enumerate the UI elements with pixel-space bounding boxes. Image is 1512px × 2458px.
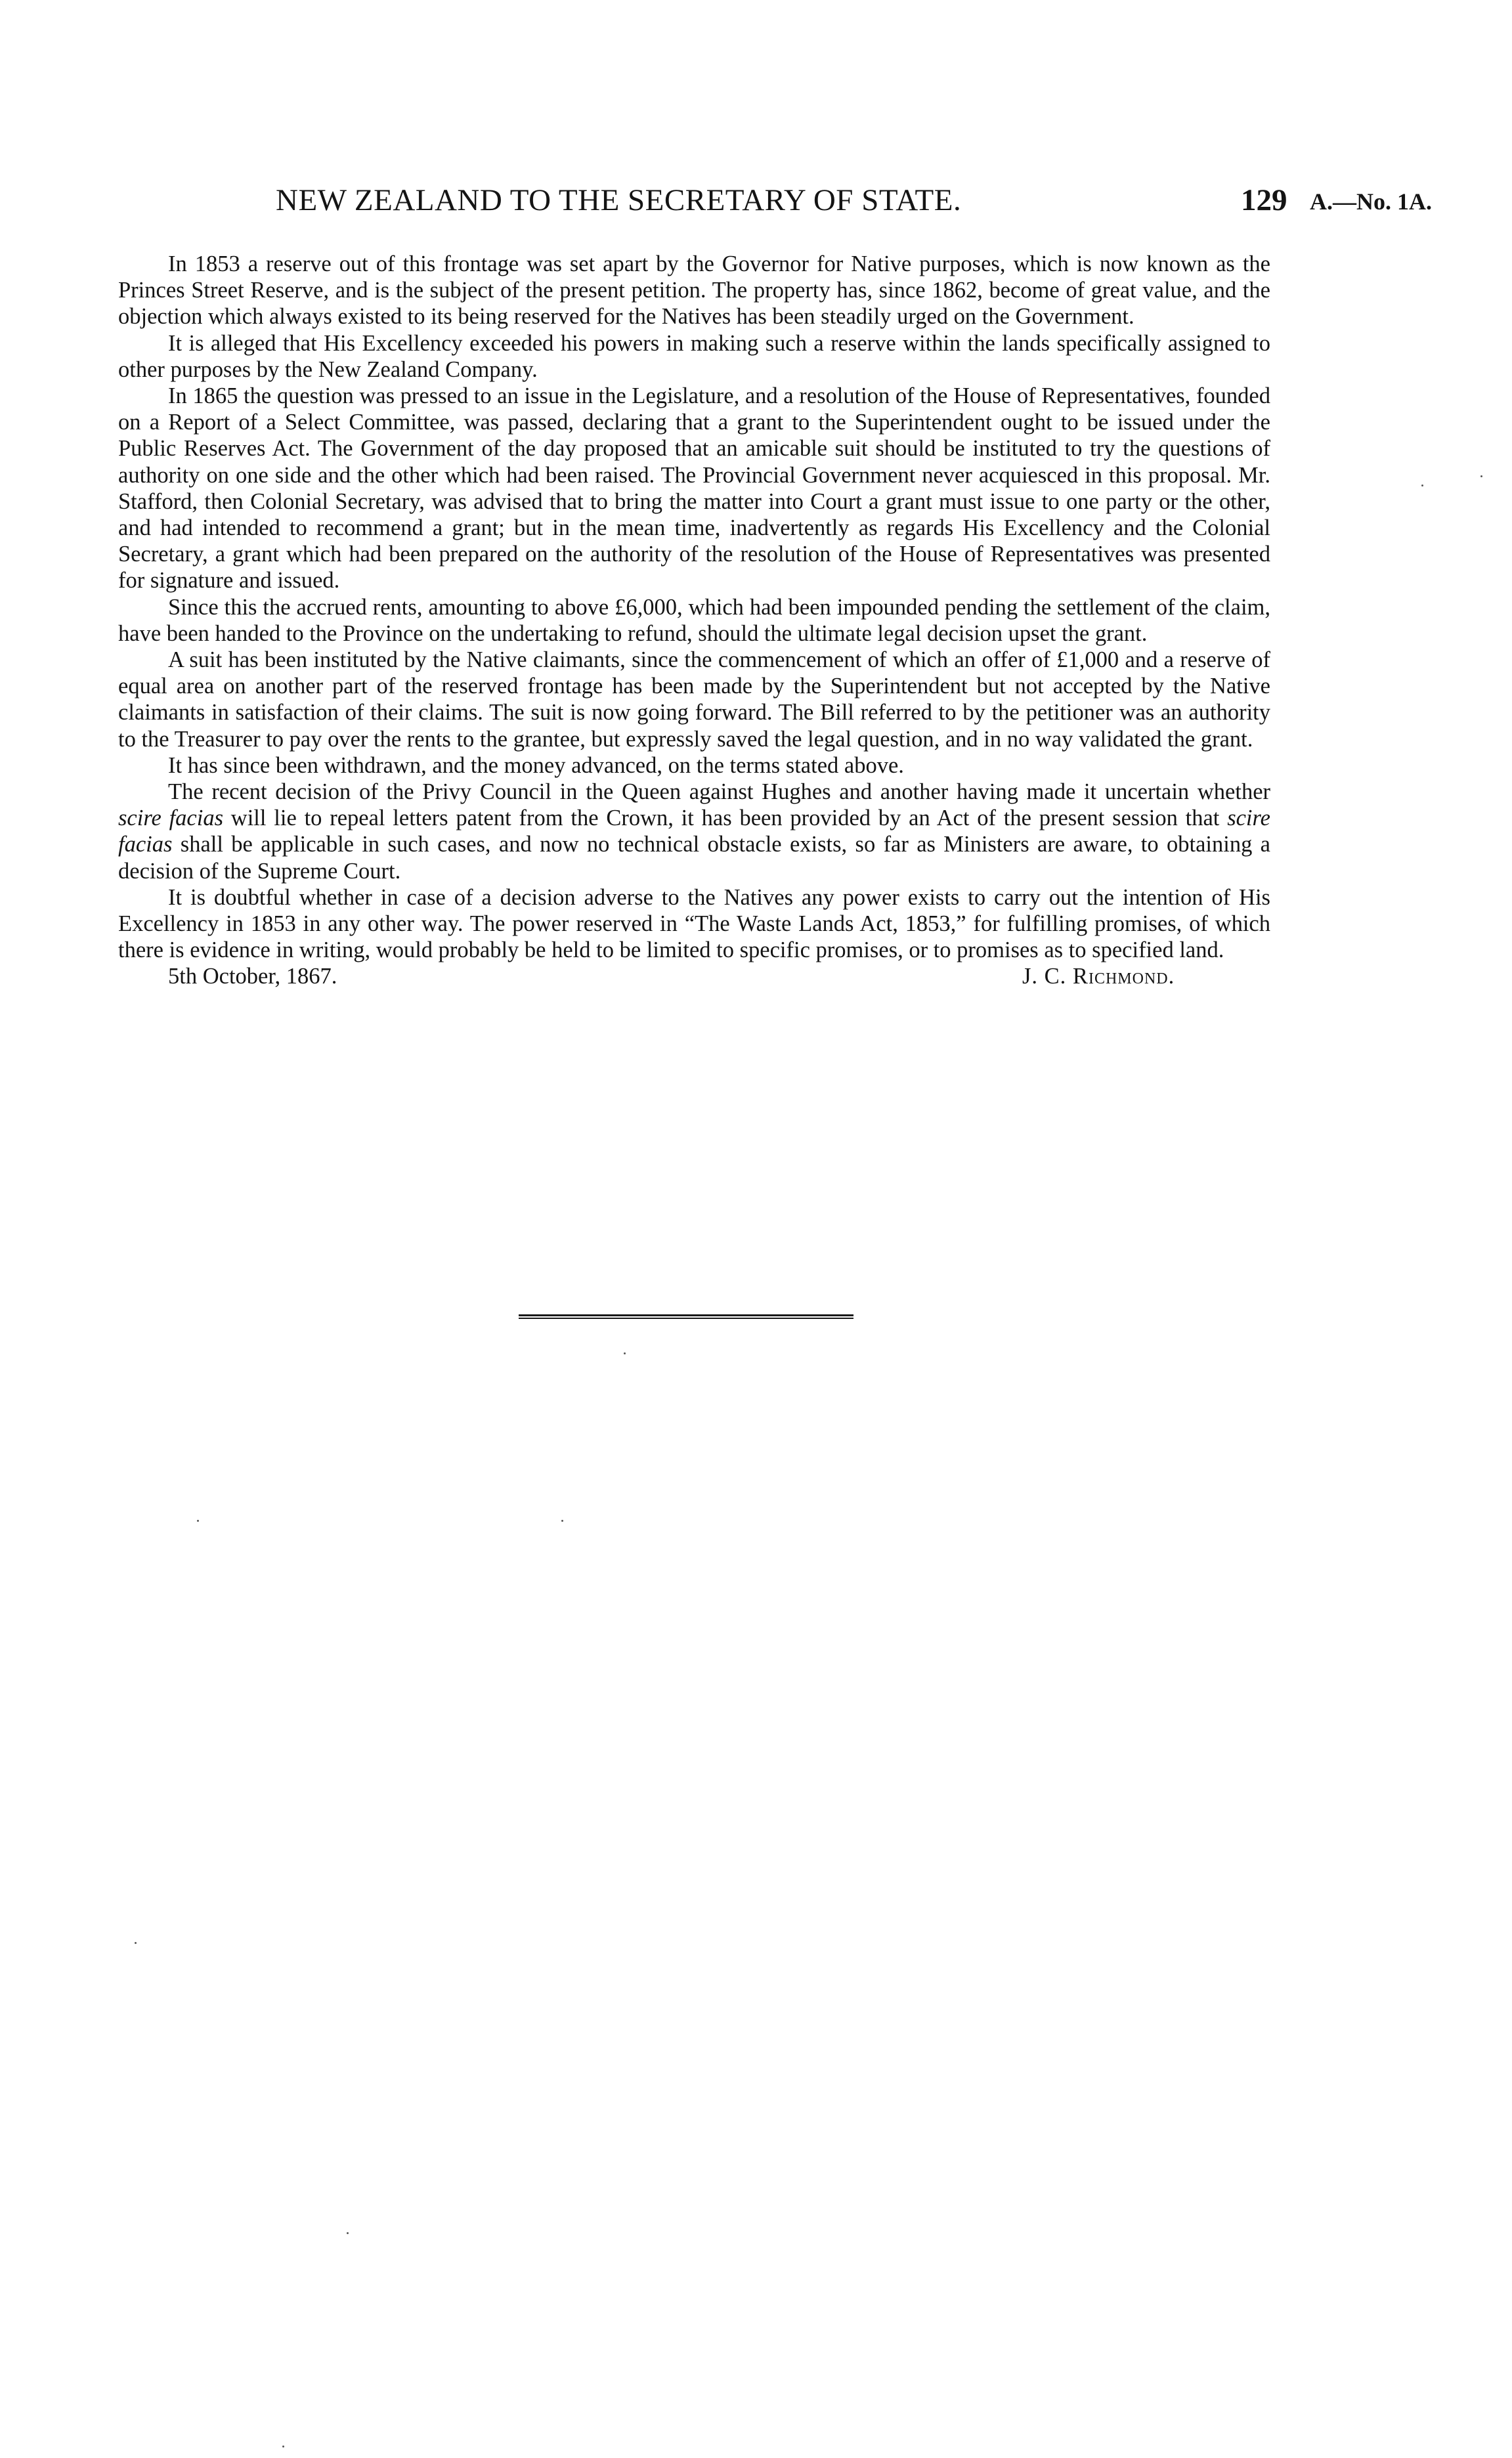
paragraph-5: A suit has been instituted by the Native claimants, since the commencement of which an offer of £1,000 and a reserve of equal area on another part of the reserved frontage has been made by the Superintendent but not accepted by the Native claimants in satisfaction of their claims. The suit is now going forward. The Bill referred to by the petitioner was an authority to the Treasurer to pay over the rents to the grantee, but expressly saved the legal question, and in no way validated the grant. <box>118 647 1270 752</box>
paragraph-7-part-3: shall be applicable in such cases, and now no technical obstacle exists, so far as Ministers are aware, to obtaining a decision of the Supreme Court. <box>118 832 1270 884</box>
body-text <box>118 251 1270 990</box>
signatory: J. C. Richmond. <box>1022 964 1175 989</box>
letter-date: 5th October, 1867. <box>168 964 337 989</box>
paragraph-6: It has since been withdrawn, and the money advanced, on the terms stated above. <box>168 752 904 778</box>
paragraph-1: In 1853 a reserve out of this frontage was set apart by the Governor for Native purposes, which is now known as the Princes Street Reserve, and is the subject of the present petition. The property has, since 1862, become of great value, and the objection which always existed to its being reserved for the Natives has been steadily urged on the Government. <box>118 251 1270 330</box>
scan-speck <box>347 2232 349 2234</box>
paragraph-7-part-2: will lie to repeal letters patent from the Crown, it has been provided by an Act of the present session that <box>223 806 1228 831</box>
scan-speck <box>561 1520 563 1522</box>
section-rule <box>519 1314 853 1319</box>
paragraph-4: Since this the accrued rents, amounting to above £6,000, which had been impounded pending the settlement of the claim, have been handed to the Province on the undertaking to refund, should the ultimate legal decision upset the grant. <box>118 594 1270 646</box>
scan-speck <box>624 1352 626 1354</box>
rule-line-thin <box>519 1318 853 1319</box>
scan-speck <box>197 1520 199 1522</box>
paragraph-8: It is doubtful whether in case of a decision adverse to the Natives any power exists to carry out the intention of His Excellency in 1853 in any other way. The power reserved in “The Waste Lands Act, 1853,” for fulfilling promises, of which there is evidence in writing, would probably be held to be limited to specific promises, or to promises as to specified land. <box>118 884 1270 963</box>
latin-term: scire facias <box>118 806 223 831</box>
scan-speck <box>1421 485 1423 486</box>
scan-speck <box>135 1942 137 1944</box>
paragraph-3: In 1865 the question was pressed to an issue in the Legislature, and a resolution of the House of Representatives, founded on a Report of a Select Committee, was passed, declaring that a grant to the Superintendent ought to be issued under the Public Reserves Act. The Government of the day proposed that an amicable suit should be instituted to try the questions of authority on one side and the other which had been raised. The Provincial Government never acquiesced in this proposal. Mr. Stafford, then Colonial Secretary, was advised that to bring the matter into Court a grant must issue to one party or the other, and had intended to recommend a grant; but in the mean time, inadvertently as regards His Excellency and the Colonial Secretary, a grant which had been prepared on the authority of the resolution of the House of Representatives was presented for signature and issued. <box>118 383 1270 593</box>
page-number: 129 <box>1241 183 1287 217</box>
paragraph-2: It is alleged that His Excellency exceeded his powers in making such a reserve within the lands specifically assigned to other purposes by the New Zealand Company. <box>118 330 1270 382</box>
rule-line-thick <box>519 1314 853 1316</box>
latin-term: scire facias <box>118 806 1270 857</box>
scan-speck <box>282 2446 284 2447</box>
running-title: NEW ZEALAND TO THE SECRETARY OF STATE. <box>276 183 962 217</box>
paragraph-7-part-1: The recent decision of the Privy Council in the Queen against Hughes and another having made it uncertain whether <box>168 779 1270 805</box>
scan-speck <box>1480 475 1482 477</box>
paragraph-7 <box>118 779 1270 884</box>
paper-reference: A.—No. 1A. <box>1310 188 1432 215</box>
page-header <box>118 183 1458 222</box>
signoff <box>118 963 1270 990</box>
